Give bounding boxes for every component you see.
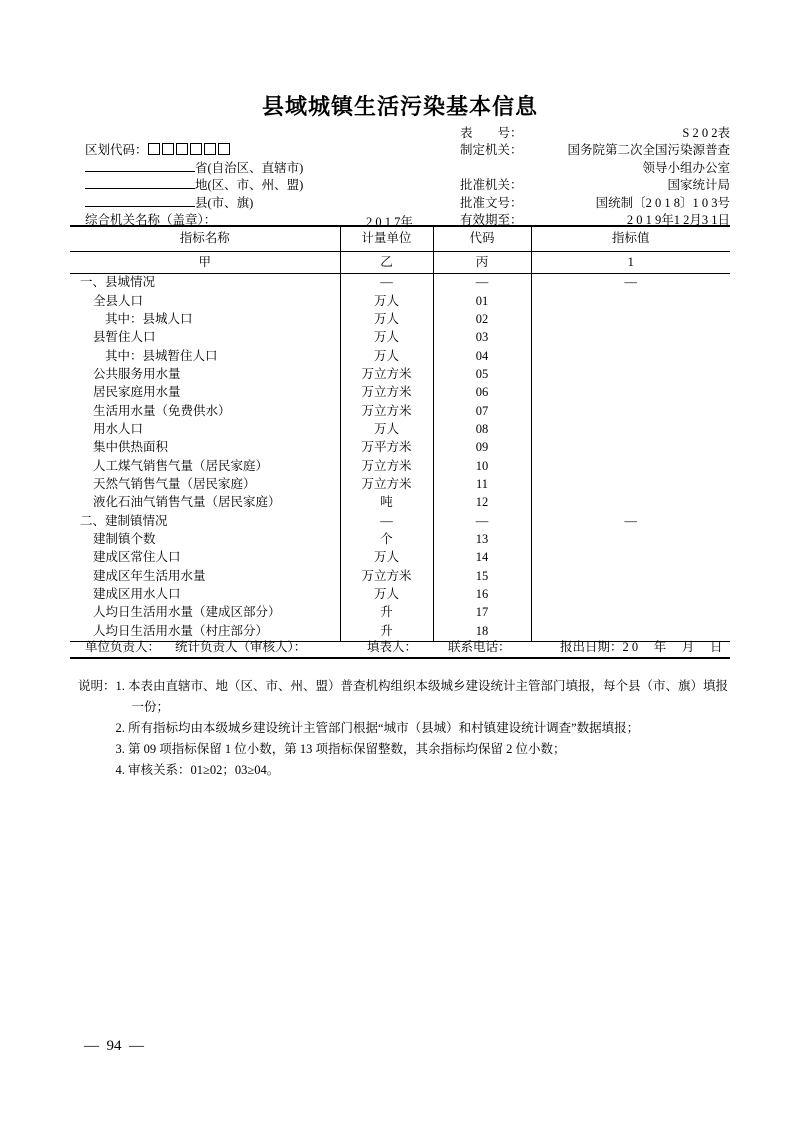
indicator-name-cell: 用水人口 bbox=[70, 421, 340, 439]
header-row bbox=[70, 158, 730, 176]
page-number: — 94 — bbox=[84, 1038, 144, 1054]
subheader-code: 丙 bbox=[433, 252, 531, 274]
indicator-name-cell: 建成区年生活用水量 bbox=[70, 568, 340, 586]
notes-label: 说明： bbox=[78, 679, 116, 693]
column-header-value: 指标值 bbox=[531, 226, 730, 252]
indicator-table bbox=[70, 225, 730, 642]
approving-agency-label: 批准机关： bbox=[460, 178, 523, 193]
table-row bbox=[70, 549, 730, 567]
code-cell: 16 bbox=[433, 586, 531, 604]
indicator-name-cell: 县暂住人口 bbox=[70, 329, 340, 347]
report-year: 2 0 1 7年 bbox=[366, 215, 413, 230]
code-cell: 17 bbox=[433, 604, 531, 622]
unit-cell: 万人 bbox=[340, 292, 433, 310]
code-cell: 08 bbox=[433, 421, 531, 439]
table-row bbox=[70, 439, 730, 457]
table-row bbox=[70, 568, 730, 586]
table-row bbox=[70, 512, 730, 530]
note-line: 1. 本表由直辖市、地（区、市、州、盟）普查机构组织本级城乡建设统计主管部门填报，每个县（市、旗）填报 bbox=[115, 679, 729, 693]
region-code-box bbox=[176, 143, 188, 155]
indicator-name-cell: 二、建制镇情况 bbox=[70, 512, 340, 530]
table-header-row bbox=[70, 226, 730, 252]
header-row bbox=[70, 123, 730, 141]
table-row bbox=[70, 457, 730, 475]
unit-cell: 个 bbox=[340, 531, 433, 549]
region-code-box bbox=[218, 143, 230, 155]
table-row bbox=[70, 604, 730, 622]
valid-until-label: 有效期至： bbox=[460, 213, 523, 228]
table-subheader-row bbox=[70, 252, 730, 274]
unit-cell: 吨 bbox=[340, 494, 433, 512]
value-cell bbox=[531, 347, 730, 365]
note-item bbox=[116, 718, 733, 739]
indicator-name-cell: 居民家庭用水量 bbox=[70, 384, 340, 402]
note-item bbox=[116, 676, 733, 718]
value-cell bbox=[531, 292, 730, 310]
region-code-box bbox=[204, 143, 216, 155]
table-row bbox=[70, 531, 730, 549]
note-item bbox=[116, 760, 733, 781]
unit-cell: 升 bbox=[340, 623, 433, 642]
table-row bbox=[70, 586, 730, 604]
column-header-code: 代码 bbox=[433, 226, 531, 252]
region-code-boxes bbox=[148, 143, 232, 157]
unit-cell: 万立方米 bbox=[340, 476, 433, 494]
report-date-label: 报出日期：2 0 年 月 日 bbox=[560, 640, 723, 654]
subheader-name: 甲 bbox=[70, 252, 340, 274]
unit-cell: 万立方米 bbox=[340, 402, 433, 420]
code-cell: 03 bbox=[433, 329, 531, 347]
indicator-name-cell: 人均日生活用水量（建成区部分） bbox=[70, 604, 340, 622]
header-row bbox=[70, 176, 730, 194]
code-cell: 10 bbox=[433, 457, 531, 475]
unit-cell: 万人 bbox=[340, 311, 433, 329]
subheader-unit: 乙 bbox=[340, 252, 433, 274]
unit-cell: 万立方米 bbox=[340, 457, 433, 475]
indicator-name-cell: 生活用水量（免费供水） bbox=[70, 402, 340, 420]
code-cell: — bbox=[433, 274, 531, 293]
code-cell: 15 bbox=[433, 568, 531, 586]
value-cell bbox=[531, 586, 730, 604]
table-row bbox=[70, 366, 730, 384]
value-cell bbox=[531, 549, 730, 567]
table-row bbox=[70, 384, 730, 402]
unit-cell: 万人 bbox=[340, 549, 433, 567]
value-cell bbox=[531, 384, 730, 402]
code-cell: 12 bbox=[433, 494, 531, 512]
code-cell: — bbox=[433, 512, 531, 530]
form-number-label: 表 号： bbox=[460, 125, 523, 140]
table-row bbox=[70, 329, 730, 347]
phone-label: 联系电话： bbox=[448, 640, 511, 654]
approval-doc-label: 批准文号： bbox=[460, 195, 523, 210]
subheader-value: 1 bbox=[531, 252, 730, 274]
unit-cell: — bbox=[340, 274, 433, 293]
approval-doc-value: 国统制〔2 0 1 8〕1 0 3号 bbox=[595, 195, 730, 210]
header-row bbox=[70, 193, 730, 211]
blank-underline bbox=[85, 176, 195, 189]
province-blank-line bbox=[70, 158, 460, 176]
column-header-name: 指标名称 bbox=[70, 226, 340, 252]
value-cell bbox=[531, 457, 730, 475]
signature-bar bbox=[70, 637, 730, 659]
notes-section bbox=[78, 676, 733, 781]
indicator-table-body bbox=[70, 274, 730, 642]
code-cell: 13 bbox=[433, 531, 531, 549]
table-row bbox=[70, 421, 730, 439]
unit-cell: 万人 bbox=[340, 347, 433, 365]
note-line: 2. 所有指标均由本级城乡建设统计主管部门根据“城市（县城）和村镇建设统计调查”数据填报； bbox=[115, 721, 640, 735]
code-cell: 06 bbox=[433, 384, 531, 402]
code-cell: 09 bbox=[433, 439, 531, 457]
value-cell bbox=[531, 311, 730, 329]
table-row bbox=[70, 402, 730, 420]
blank-underline bbox=[85, 194, 195, 207]
region-code-box bbox=[190, 143, 202, 155]
note-line: 3. 第 09 项指标保留 1 位小数，第 13 项指标保留整数，其余指标均保留 2 位小数； bbox=[115, 742, 566, 756]
value-cell bbox=[531, 568, 730, 586]
value-cell bbox=[531, 604, 730, 622]
form-title: 县域城镇生活污染基本信息 bbox=[261, 94, 538, 119]
value-cell bbox=[531, 366, 730, 384]
value-cell bbox=[531, 439, 730, 457]
issuing-agency-value: 国务院第二次全国污染源普查 bbox=[567, 143, 730, 158]
indicator-name-cell: 一、县城情况 bbox=[70, 274, 340, 293]
code-cell: 01 bbox=[433, 292, 531, 310]
county-blank-line bbox=[70, 193, 460, 211]
value-cell bbox=[531, 494, 730, 512]
note-item bbox=[116, 739, 733, 760]
blank-underline bbox=[85, 159, 195, 172]
issuing-agency-value-line2: 领导小组办公室 bbox=[642, 160, 730, 175]
form-number-value: S 2 0 2表 bbox=[682, 125, 730, 140]
prefecture-suffix: 地(区、市、州、盟) bbox=[195, 178, 304, 193]
unit-cell: 升 bbox=[340, 604, 433, 622]
region-code-box bbox=[162, 143, 174, 155]
region-code-line bbox=[70, 140, 460, 158]
province-suffix: 省(自治区、直辖市) bbox=[195, 160, 304, 175]
header-row bbox=[70, 141, 730, 159]
value-cell bbox=[531, 476, 730, 494]
code-cell: 11 bbox=[433, 476, 531, 494]
table-row bbox=[70, 311, 730, 329]
code-cell: 02 bbox=[433, 311, 531, 329]
unit-cell: 万平方米 bbox=[340, 439, 433, 457]
unit-cell: 万人 bbox=[340, 586, 433, 604]
code-cell: 05 bbox=[433, 366, 531, 384]
preparer-label: 填表人： bbox=[367, 640, 418, 654]
unit-cell: 万立方米 bbox=[340, 568, 433, 586]
note-line: 4. 审核关系：01≥02；03≥04。 bbox=[115, 763, 280, 777]
issuing-agency-label: 制定机关： bbox=[460, 143, 523, 158]
table-row bbox=[70, 292, 730, 310]
indicator-name-cell: 建成区用水人口 bbox=[70, 586, 340, 604]
column-header-unit: 计量单位 bbox=[340, 226, 433, 252]
table-row bbox=[70, 476, 730, 494]
code-cell: 04 bbox=[433, 347, 531, 365]
value-cell: — bbox=[624, 513, 637, 528]
value-cell bbox=[531, 531, 730, 549]
code-cell: 18 bbox=[433, 623, 531, 642]
note-line: 一份； bbox=[131, 700, 170, 714]
unit-head-label: 单位负责人： bbox=[85, 640, 161, 654]
value-cell: — bbox=[624, 275, 637, 290]
value-cell bbox=[531, 421, 730, 439]
indicator-name-cell: 其中：县城人口 bbox=[70, 311, 340, 329]
indicator-name-cell: 建制镇个数 bbox=[70, 531, 340, 549]
code-cell: 14 bbox=[433, 549, 531, 567]
table-row bbox=[70, 347, 730, 365]
code-cell: 07 bbox=[433, 402, 531, 420]
org-name-label: 综合机关名称（盖章）： bbox=[85, 213, 217, 228]
notes-items bbox=[116, 676, 733, 781]
value-cell bbox=[531, 402, 730, 420]
value-cell bbox=[531, 329, 730, 347]
form-header bbox=[70, 123, 730, 228]
approving-agency-value: 国家统计局 bbox=[667, 178, 730, 193]
valid-until-value: 2 0 1 9年1 2月3 1日 bbox=[626, 213, 730, 228]
unit-cell: 万人 bbox=[340, 421, 433, 439]
indicator-name-cell: 天然气销售气量（居民家庭） bbox=[70, 476, 340, 494]
indicator-name-cell: 人均日生活用水量（村庄部分） bbox=[70, 623, 340, 642]
indicator-name-cell: 全县人口 bbox=[70, 292, 340, 310]
region-code-label: 区划代码： bbox=[85, 143, 148, 158]
stats-head-label: 统计负责人（审核人）： bbox=[175, 640, 307, 654]
prefecture-blank-line bbox=[70, 175, 460, 193]
indicator-name-cell: 建成区常住人口 bbox=[70, 549, 340, 567]
indicator-name-cell: 公共服务用水量 bbox=[70, 366, 340, 384]
table-row bbox=[70, 494, 730, 512]
unit-cell: 万人 bbox=[340, 329, 433, 347]
unit-cell: 万立方米 bbox=[340, 384, 433, 402]
table-row bbox=[70, 274, 730, 293]
region-code-box bbox=[148, 143, 160, 155]
indicator-name-cell: 人工煤气销售气量（居民家庭） bbox=[70, 457, 340, 475]
indicator-name-cell: 液化石油气销售气量（居民家庭） bbox=[70, 494, 340, 512]
unit-cell: 万立方米 bbox=[340, 366, 433, 384]
unit-cell: — bbox=[340, 512, 433, 530]
indicator-name-cell: 集中供热面积 bbox=[70, 439, 340, 457]
county-suffix: 县(市、旗) bbox=[195, 195, 254, 210]
indicator-name-cell: 其中：县城暂住人口 bbox=[70, 347, 340, 365]
